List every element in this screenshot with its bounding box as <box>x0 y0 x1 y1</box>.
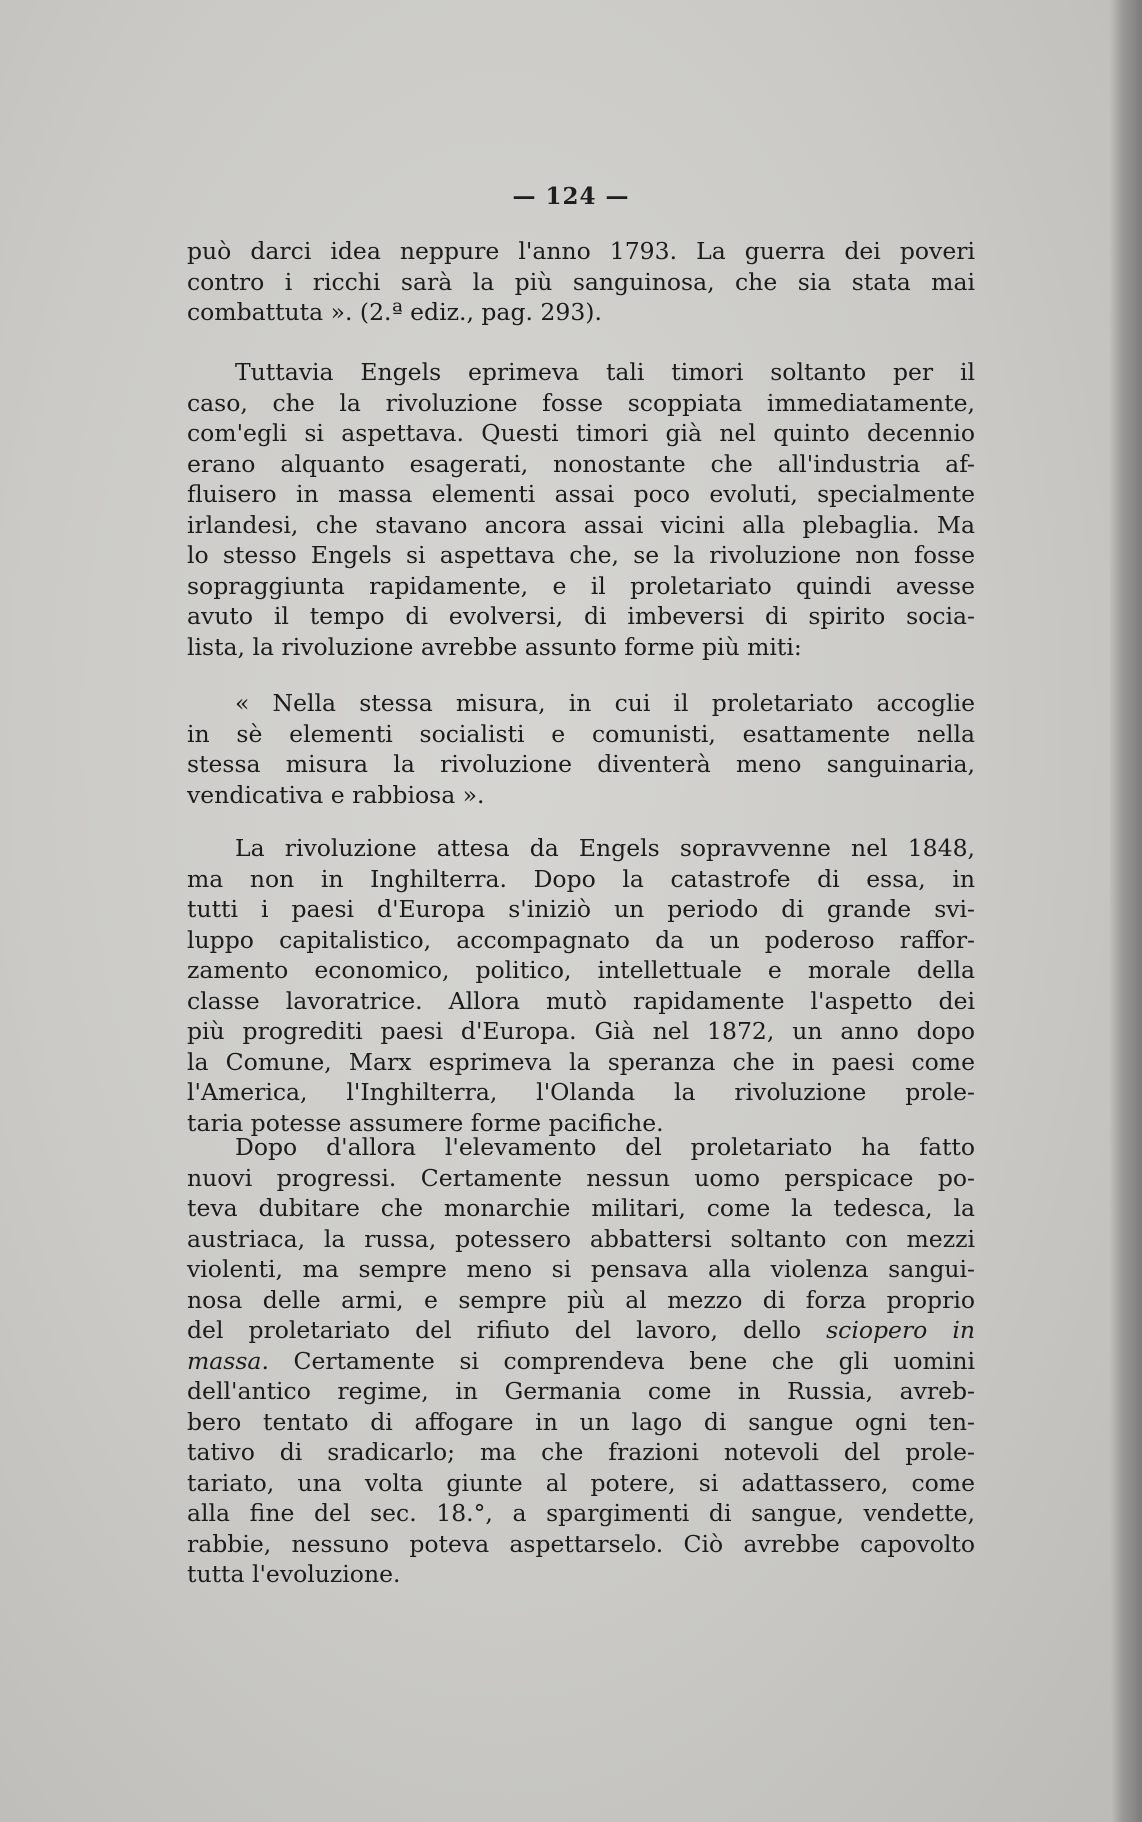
text-line: classe lavoratrice. Allora mutò rapidamente l'aspetto dei <box>187 986 975 1015</box>
text-line: zamento economico, politico, intellettuale e morale della <box>187 956 975 984</box>
text-line: tariato, una volta giunte al potere, si adattassero, come <box>187 1468 975 1497</box>
text-line: nuovi progressi. Certamente nessun uomo perspicace po- <box>187 1163 975 1192</box>
text-line: combattuta ». (2.ª ediz., pag. 293). <box>187 298 602 326</box>
text-line: lo stesso Engels si aspettava che, se la rivoluzione non fosse <box>187 541 975 569</box>
italic-term: sciopero in <box>826 1316 975 1344</box>
text-line: lista, la rivoluzione avrebbe assunto forme più miti: <box>187 632 802 661</box>
text-line: Dopo d'allora l'elevamento del proletariato ha fatto <box>235 1133 975 1161</box>
quotation <box>187 688 975 810</box>
text-line: vendicativa e rabbiosa ». <box>187 780 485 809</box>
text-line: austriaca, la russa, potessero abbattersi soltanto con mezzi <box>187 1224 975 1253</box>
text-line: l'America, l'Inghilterra, l'Olanda la rivoluzione prole- <box>187 1078 975 1106</box>
text-line: com'egli si aspettava. Questi timori già nel quinto decennio <box>187 419 975 447</box>
text-line: più progrediti paesi d'Europa. Già nel 1872, un anno dopo <box>187 1017 975 1045</box>
text-line: La rivoluzione attesa da Engels sopravvenne nel 1848, <box>235 834 975 862</box>
text-line: Tuttavia Engels eprimeva tali timori soltanto per il <box>235 358 975 386</box>
page-number: — 124 — <box>512 183 630 210</box>
text-line: la Comune, Marx esprimeva la speranza che in paesi come <box>187 1047 975 1076</box>
text-line: contro i ricchi sarà la più sanguinosa, che sia stata mai <box>187 267 975 296</box>
text-line: tativo di sradicarlo; ma che frazioni notevoli del prole- <box>187 1438 975 1466</box>
text-line: irlandesi, che stavano ancora assai vicini alla plebaglia. Ma <box>187 510 975 539</box>
text-line: violenti, ma sempre meno si pensava alla violenza sangui- <box>187 1255 975 1283</box>
text-line: caso, che la rivoluzione fosse scoppiata immediatamente, <box>187 388 975 417</box>
text-line <box>187 1315 975 1346</box>
text-line: può darci idea neppure l'anno 1793. La guerra dei poveri <box>187 237 975 265</box>
text-line: tutti i paesi d'Europa s'iniziò un periodo di grande svi- <box>187 895 975 923</box>
text-line: nosa delle armi, e sempre più al mezzo di forza proprio <box>187 1285 975 1314</box>
paragraph-1 <box>187 236 975 328</box>
text-line <box>187 1346 975 1377</box>
italic-term: massa <box>187 1346 262 1375</box>
text-line: « Nella stessa misura, in cui il proletariato accoglie <box>235 689 975 717</box>
text-line: erano alquanto esagerati, nonostante che all'industria af- <box>187 449 975 478</box>
text-line: ma non in Inghilterra. Dopo la catastrofe di essa, in <box>187 864 975 893</box>
text-line: stessa misura la rivoluzione diventerà meno sanguinaria, <box>187 750 975 778</box>
text-line: in sè elementi socialisti e comunisti, esattamente nella <box>187 719 975 748</box>
text-span: . Certamente si comprendeva bene che gli uomini <box>261 1346 975 1375</box>
text-line: sopraggiunta rapidamente, e il proletariato quindi avesse <box>187 571 975 600</box>
text-line: avuto il tempo di evolversi, di imbeversi di spirito socia- <box>187 602 975 630</box>
page-edge-shadow <box>1110 0 1142 1822</box>
paragraph-4 <box>187 1132 975 1590</box>
text-line: bero tentato di affogare in un lago di sangue ogni ten- <box>187 1407 975 1436</box>
text-line: luppo capitalistico, accompagnato da un poderoso raffor- <box>187 925 975 954</box>
text-line: rabbie, nessuno poteva aspettarselo. Ciò avrebbe capovolto <box>187 1529 975 1558</box>
text-line: tutta l'evoluzione. <box>187 1560 401 1588</box>
text-line: teva dubitare che monarchie militari, come la tedesca, la <box>187 1194 975 1222</box>
text-line: alla fine del sec. 18.°, a spargimenti di sangue, vendette, <box>187 1499 975 1527</box>
text-line: fluisero in massa elementi assai poco evoluti, specialmente <box>187 480 975 508</box>
paragraph-2 <box>187 357 975 662</box>
paragraph-3 <box>187 833 975 1138</box>
text-span: del proletariato del rifiuto del lavoro, dello <box>187 1316 802 1344</box>
text-line: dell'antico regime, in Germania come in Russia, avreb- <box>187 1377 975 1405</box>
text-line: taria potesse assumere forme pacifiche. <box>187 1108 664 1137</box>
